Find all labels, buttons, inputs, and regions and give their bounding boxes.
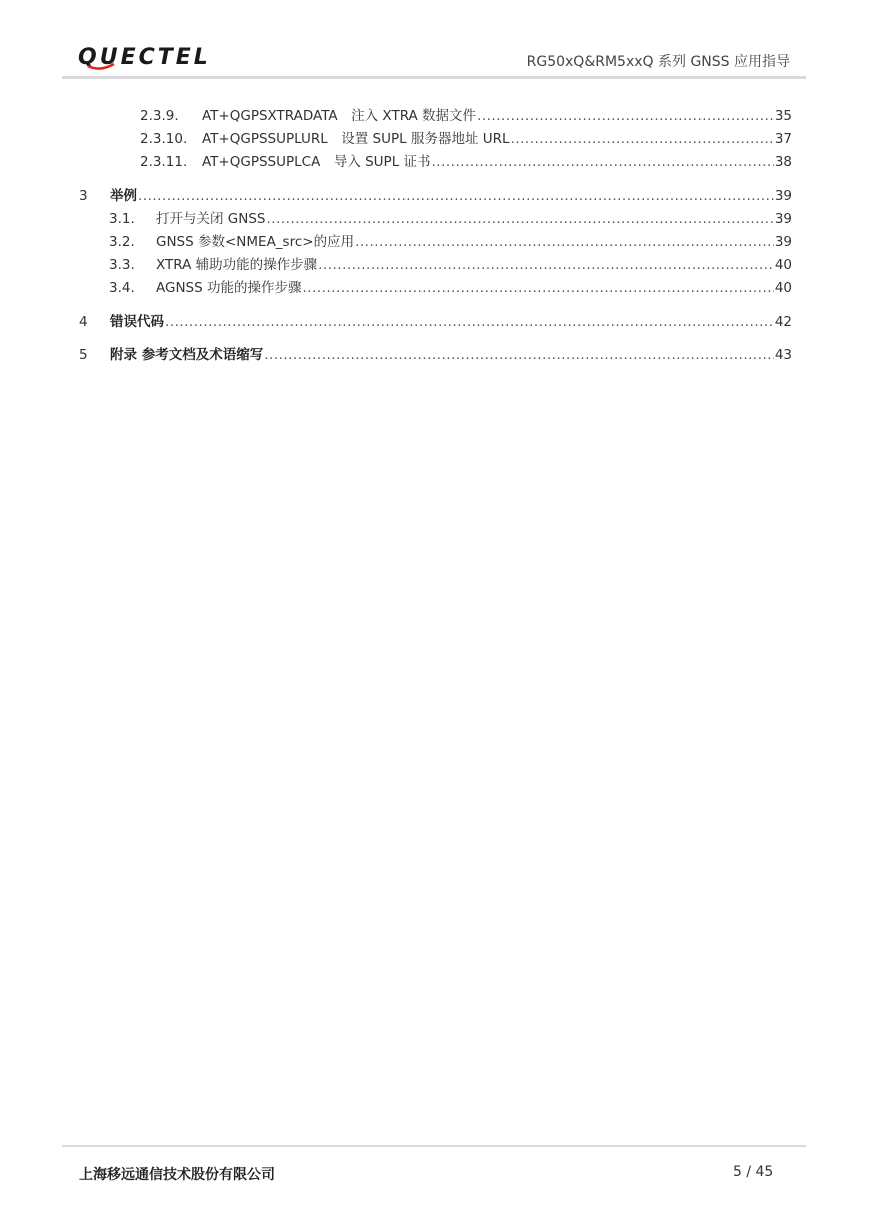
toc-title: 举例 [110, 188, 137, 204]
toc-entry[interactable] [79, 345, 792, 365]
toc-number: 3.3. [109, 257, 135, 273]
toc-entry[interactable] [79, 186, 792, 206]
toc-leader [165, 312, 774, 332]
toc-title: 附录 参考文档及术语缩写 [110, 347, 264, 363]
quectel-logo [78, 42, 248, 72]
toc-leader [318, 255, 774, 275]
toc-entry[interactable] [109, 255, 792, 275]
toc-title: AT+QGPSSUPLCA 导入 SUPL 证书 [202, 154, 431, 170]
toc-leader [303, 278, 774, 298]
toc-page: 39 [774, 188, 792, 204]
toc-entry[interactable] [109, 209, 792, 229]
toc-page: 39 [774, 211, 792, 227]
toc-title: AT+QGPSSUPLURL 设置 SUPL 服务器地址 URL [202, 131, 510, 147]
header-divider [62, 76, 806, 79]
toc-number: 2.3.9. [140, 108, 179, 124]
toc-entry[interactable] [79, 312, 792, 332]
toc-page: 40 [774, 280, 792, 296]
toc-page: 43 [774, 347, 792, 363]
toc-page: 38 [774, 154, 792, 170]
toc-leader [355, 232, 774, 252]
footer-company: 上海移远通信技术股份有限公司 [79, 1167, 275, 1183]
toc-number: 2.3.10. [140, 131, 188, 147]
toc-leader [511, 129, 774, 149]
toc-leader [267, 209, 774, 229]
toc-entry[interactable] [140, 106, 792, 126]
toc-number: 4 [79, 314, 88, 330]
toc-leader [432, 152, 774, 172]
toc-entry[interactable] [140, 152, 792, 172]
toc-number: 3.1. [109, 211, 135, 227]
toc-page: 37 [774, 131, 792, 147]
toc-title: AT+QGPSXTRADATA 注入 XTRA 数据文件 [202, 108, 477, 124]
toc-page: 40 [774, 257, 792, 273]
toc-number: 2.3.11. [140, 154, 188, 170]
toc-number: 3.4. [109, 280, 135, 296]
toc-title: AGNSS 功能的操作步骤 [156, 280, 302, 296]
footer-divider [62, 1145, 806, 1147]
toc-entry[interactable] [109, 232, 792, 252]
toc-title: 打开与关闭 GNSS [156, 211, 266, 227]
toc-title: 错误代码 [110, 314, 164, 330]
toc-page: 39 [774, 234, 792, 250]
toc-leader [477, 106, 774, 126]
header-title: RG50xQ&RM5xxQ 系列 GNSS 应用指导 [526, 54, 790, 70]
toc-entry[interactable] [109, 278, 792, 298]
toc-leader [264, 345, 774, 365]
toc-number: 3 [79, 188, 88, 204]
toc-page: 42 [774, 314, 792, 330]
toc-leader [138, 186, 774, 206]
toc-title: GNSS 参数<NMEA_src>的应用 [156, 234, 355, 250]
toc-title: XTRA 辅助功能的操作步骤 [156, 257, 318, 273]
toc-number: 3.2. [109, 234, 135, 250]
toc-page: 35 [774, 108, 792, 124]
footer-page-number: 5 / 45 [733, 1164, 774, 1180]
logo-text: QUECTEL [78, 45, 211, 70]
toc-number: 5 [79, 347, 88, 363]
toc-entry[interactable] [140, 129, 792, 149]
